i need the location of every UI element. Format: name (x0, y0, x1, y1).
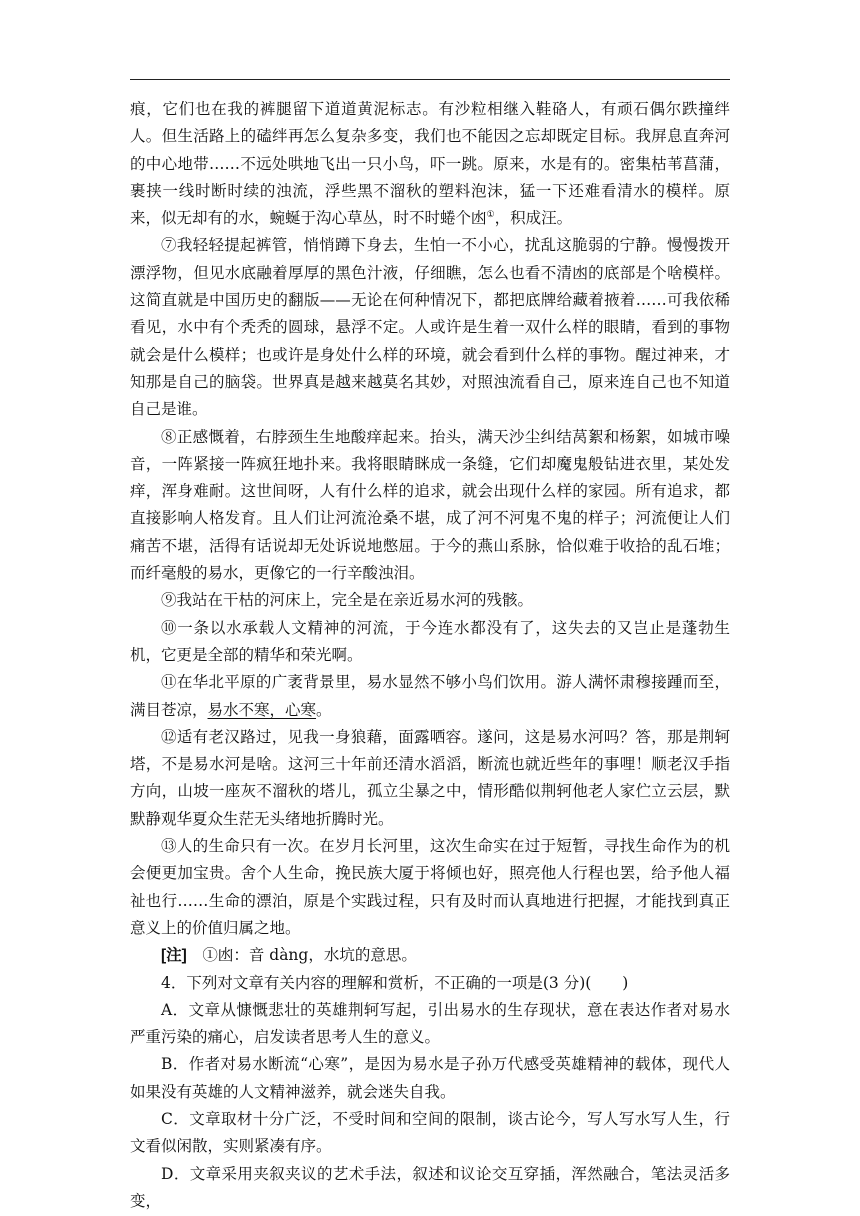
option-b: B．作者对易水断流“心寒”，是因为易水是子孙万代感受英雄精神的载体，现代人如果没有英雄的人文精神滋养，就会迷失自我。 (130, 1055, 730, 1101)
paragraph-11-tail: 。 (316, 700, 332, 719)
paragraph-continuation (130, 96, 730, 232)
paragraph-10: ⑩一条以水承载人文精神的河流，于今连水都没有了，这失去的又岂止是蓬勃生机，它更是全部的精华和荣光啊。 (130, 618, 730, 664)
paragraph-13: ⑬人的生命只有一次。在岁月长河里，这次生命实在过于短暂，寻找生命作为的机会便更加宝贵。舍个人生命，挽民族大厦于将倾也好，照亮他人行程也罢，给予他人福祉也行……生命的漂泊，原是个实践过程，只有及时而认真地进行把握，才能找到真正意义上的价值归属之地。 (130, 837, 730, 937)
question-stem: 4．下列对文章有关内容的理解和赏析，不正确的一项是(3 分)( ) (161, 973, 629, 992)
paragraph-8: ⑧正感慨着，右脖颈生生地酸痒起来。抬头，满天沙尘纠结莴絮和杨絮，如城市噪音，一阵紧接一阵疯狂地扑来。我将眼睛眯成一条缝，它们却魔鬼般钻进衣里，某处发痒，浑身难耐。这世间呀，人有什么样的追求，就会出现什么样的家园。所有追求，都直接影响人格发育。且人们让河流沧桑不堪，成了河不河鬼不鬼的样子；河流便让人们痛苦不堪，活得有话说却无处诉说地憋屈。于今的燕山系脉，恰似难于收拾的乱石堆；而纤毫般的易水，更像它的一行辛酸浊泪。 (130, 427, 730, 583)
footnote-label: [注] (161, 947, 187, 965)
option-d: D．文章采用夹叙夹议的艺术手法，叙述和议论交互穿插，浑然融合，笔法灵活多变， (130, 1164, 730, 1210)
underlined-phrase: 易水不寒，心寒 (207, 700, 317, 719)
footnote-text: ①凼：音 dàng，水坑的意思。 (202, 946, 417, 965)
paragraph-12: ⑫适有老汉路过，见我一身狼藉，面露哂容。遂问，这是易水河吗？答，那是荆轲塔，不是易水河是啥。这河三十年前还清水滔滔，断流也就近些年的事哩！顺老汉手指方向，山坡一座灰不溜秋的塔儿，孤立尘暴之中，情形酷似荆轲他老人家伫立云层，默默静观华夏众生茫无头绪地折腾时光。 (130, 727, 730, 828)
option-c: C．文章取材十分广泛，不受时间和空间的限制，谈古论今，写人写水写人生，行文看似闲散，实则紧凑有序。 (130, 1109, 730, 1156)
paragraph-11-text: ⑪在华北平原的广袤背景里，易水显然不够小鸟们饮用。游人满怀肃穆接踵而至，满目苍凉， (130, 673, 730, 719)
paragraph-text-tail: ，积成汪。 (494, 209, 573, 228)
paragraph-9: ⑨我站在干枯的河床上，完全是在亲近易水河的残骸。 (161, 591, 534, 610)
option-a: A．文章从慷慨悲壮的英雄荆轲写起，引出易水的生存现状，意在表达作者对易水严重污染的痛心，启发读者思考人生的意义。 (130, 1000, 730, 1047)
paragraph-text: 痕，它们也在我的裤腿留下道道黄泥标志。有沙粒相继入鞋硌人，有顽石偶尔跌撞绊人。但生活路上的磕绊再怎么复杂多变，我们也不能因之忘却既定目标。我屏息直奔河的中心地带……不远处哄地飞出一只小鸟，吓一跳。原来，水是有的。密集枯苇菖蒲，裹挟一线时断时续的浊流，浮些黑不溜秋的塑料泡沫，猛一下还难看清水的模样。原来，似无却有的水，蜿蜒于沟心草丛，时不时蜷个凼 (130, 100, 730, 228)
paragraph-7: ⑦我轻轻提起裤管，悄悄蹲下身去，生怕一不小心，扰乱这脆弱的宁静。慢慢拨开漂浮物，但见水底融着厚厚的黑色汁液，仔细瞧，怎么也看不清凼的底部是个啥模样。这简直就是中国历史的翻版——无论在何种情况下，都把底牌给藏着掖着……可我依稀看见，水中有个秃秃的圆球，悬浮不定。人或许是生着一双什么样的眼睛，看到的事物就会是什么模样；也或许是身处什么样的环境，就会看到什么样的事物。醒过神来，才知那是自己的脑袋。世界真是越来越莫名其妙，对照浊流看自己，原来连自己也不知道自己是谁。 (130, 236, 730, 419)
footnote (130, 942, 730, 969)
document-body (130, 96, 730, 1215)
paragraph-11 (130, 669, 730, 724)
footnote-marker: ① (486, 210, 495, 221)
header-rule (130, 79, 730, 80)
